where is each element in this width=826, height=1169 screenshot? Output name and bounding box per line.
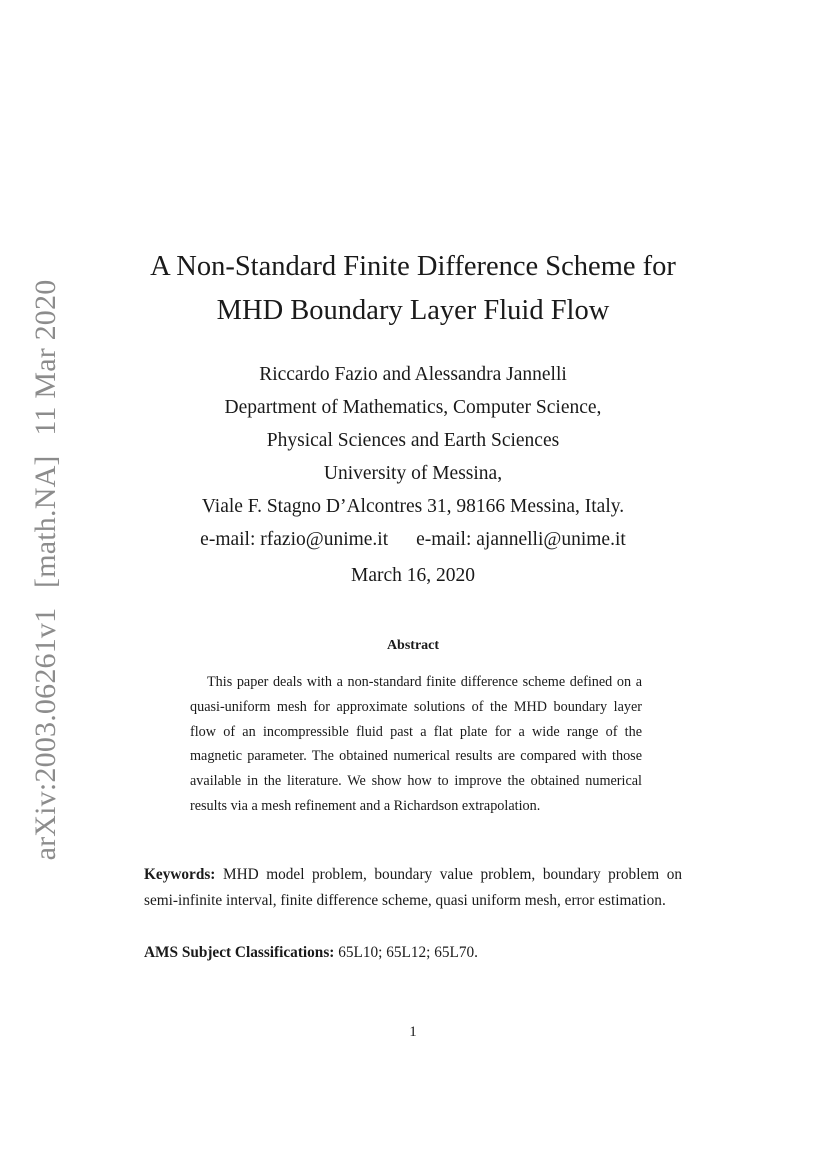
ams-classifications — [144, 940, 682, 966]
arxiv-date: 11 Mar 2020 — [29, 279, 62, 436]
affiliation-line-1: Department of Mathematics, Computer Science, — [224, 397, 602, 418]
paper-title — [0, 245, 826, 333]
ams-label: AMS Subject Classifications: — [144, 944, 335, 961]
arxiv-id: arXiv:2003.06261v1 — [29, 607, 62, 861]
authors: Riccardo Fazio and Alessandra Jannelli — [259, 364, 567, 385]
affiliation-line-4: Viale F. Stagno D’Alcontres 31, 98166 Messina, Italy. — [201, 496, 625, 517]
email-first: e-mail: rfazio@unime.it — [200, 529, 389, 550]
title-line-2: MHD Boundary Layer Fluid Flow — [216, 295, 610, 326]
email-second: e-mail: ajannelli@unime.it — [416, 529, 626, 550]
author-block — [0, 358, 826, 556]
abstract-heading: Abstract — [386, 638, 440, 653]
affiliation-line-2: Physical Sciences and Earth Sciences — [266, 430, 560, 451]
ams-text: 65L10; 65L12; 65L70. — [338, 944, 478, 961]
arxiv-category: [math.NA] — [29, 455, 62, 588]
keywords — [144, 862, 682, 914]
affiliation-line-3: University of Messina, — [323, 463, 503, 484]
abstract-body: This paper deals with a non-standard finite difference scheme defined on a quasi-uniform mesh for approximate solutions of the MHD boundary layer flow of an incompressible fluid past a flat plate for a wide range of the magnetic parameter. The obtained numerical results are compared with those available in the literature. We show how to improve the obtained numerical results via a mesh refinement and a Richardson extrapolation. — [190, 674, 642, 814]
emails — [0, 523, 826, 556]
keywords-text: MHD model problem, boundary value problem, boundary problem on semi-infinite interval, finite difference scheme, quasi uniform mesh, error estimation. — [144, 866, 683, 909]
title-line-1: A Non-Standard Finite Difference Scheme for — [150, 251, 676, 282]
paper-date: March 16, 2020 — [350, 565, 476, 586]
page-number: 1 — [409, 1024, 417, 1040]
keywords-label: Keywords: — [144, 866, 216, 883]
